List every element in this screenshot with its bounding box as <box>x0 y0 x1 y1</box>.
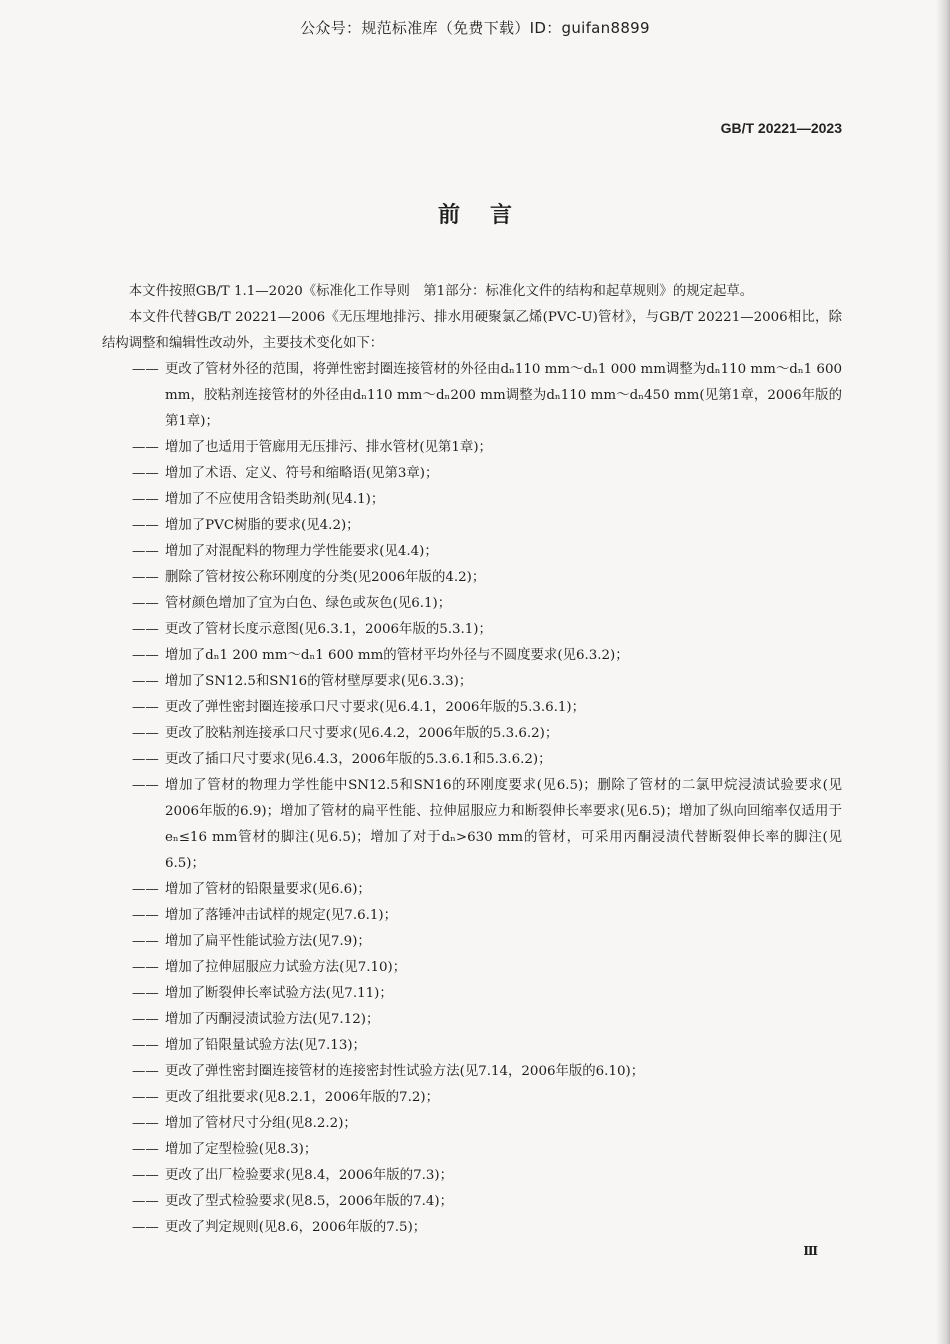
change-text: 更改了型式检验要求(见8.5，2006年版的7.4)； <box>165 1194 453 1209</box>
standard-code: GB/T 20221—2023 <box>720 120 842 136</box>
change-item <box>102 903 842 929</box>
replacement-paragraph: 本文件代替GB/T 20221—2006《无压埋地排污、排水用硬聚氯乙烯(PVC-U)管材》，与GB/T 20221—2006相比，除结构调整和编辑性改动外，主要技术变化如下： <box>102 310 842 351</box>
dash-marker: —— <box>132 1116 159 1131</box>
change-text: 更改了管材长度示意图(见6.3.1，2006年版的5.3.1)； <box>165 622 492 637</box>
dash-marker: —— <box>132 960 159 975</box>
change-item <box>102 1033 842 1059</box>
document-body <box>102 279 842 1241</box>
change-item <box>102 1215 842 1241</box>
watermark-text: 公众号：规范标准库（免费下载）ID：guifan8899 <box>300 19 650 37</box>
dash-marker: —— <box>132 674 159 689</box>
page-title: 前言 <box>437 203 542 228</box>
changes-list <box>102 357 842 1241</box>
change-item <box>102 981 842 1007</box>
change-text: 更改了判定规则(见8.6，2006年版的7.5)； <box>165 1220 427 1235</box>
change-text: 增加了术语、定义、符号和缩略语(见第3章)； <box>165 466 439 481</box>
change-item <box>102 513 842 539</box>
change-item <box>102 929 842 955</box>
dash-marker: —— <box>132 570 159 585</box>
change-text: 更改了弹性密封圈连接管材的连接密封性试验方法(见7.14，2006年版的6.10)； <box>165 1064 645 1079</box>
change-item <box>102 539 842 565</box>
change-text: 增加了也适用于管廊用无压排污、排水管材(见第1章)； <box>165 440 492 455</box>
dash-marker: —— <box>132 518 159 533</box>
dash-marker: —— <box>132 1090 159 1105</box>
page-number: Ⅲ <box>803 1244 818 1258</box>
dash-marker: —— <box>132 1012 159 1027</box>
dash-marker: —— <box>132 492 159 507</box>
change-text: 增加了铅限量试验方法(见7.13)； <box>165 1038 366 1053</box>
change-item <box>102 565 842 591</box>
change-text: 增加了拉伸屈服应力试验方法(见7.10)； <box>165 960 407 975</box>
change-item <box>102 1059 842 1085</box>
dash-marker: —— <box>132 622 159 637</box>
change-text: 增加了定型检验(见8.3)； <box>165 1142 318 1157</box>
change-text: 增加了落锤冲击试样的规定(见7.6.1)； <box>165 908 397 923</box>
dash-marker: —— <box>132 544 159 559</box>
change-item <box>102 695 842 721</box>
change-text: 更改了插口尺寸要求(见6.4.3，2006年版的5.3.6.1和5.3.6.2)； <box>165 752 552 767</box>
dash-marker: —— <box>132 882 159 897</box>
change-item <box>102 435 842 461</box>
change-item <box>102 1163 842 1189</box>
change-text: 增加了不应使用含铅类助剂(见4.1)； <box>165 492 385 507</box>
change-item <box>102 591 842 617</box>
change-text: 增加了扁平性能试验方法(见7.9)； <box>165 934 371 949</box>
change-text: 更改了弹性密封圈连接承口尺寸要求(见6.4.1，2006年版的5.3.6.1)； <box>165 700 586 715</box>
change-item <box>102 617 842 643</box>
change-text: 增加了dₙ1 200 mm～dₙ1 600 mm的管材平均外径与不圆度要求(见6.3.2)； <box>165 648 629 663</box>
dash-marker: —— <box>132 726 159 741</box>
change-text: 增加了管材的铅限量要求(见6.6)； <box>165 882 371 897</box>
dash-marker: —— <box>132 1194 159 1209</box>
change-item <box>102 461 842 487</box>
change-text: 增加了对混配料的物理力学性能要求(见4.4)； <box>165 544 438 559</box>
change-item <box>102 1137 842 1163</box>
change-item <box>102 669 842 695</box>
change-text: 更改了组批要求(见8.2.1，2006年版的7.2)； <box>165 1090 439 1105</box>
dash-marker: —— <box>132 648 159 663</box>
dash-marker: —— <box>132 778 159 793</box>
dash-marker: —— <box>132 1168 159 1183</box>
dash-marker: —— <box>132 908 159 923</box>
change-item <box>102 1085 842 1111</box>
dash-marker: —— <box>132 934 159 949</box>
change-item <box>102 357 842 435</box>
change-text: 增加了管材的物理力学性能中SN12.5和SN16的环刚度要求(见6.5)；删除了管材的二氯甲烷浸渍试验要求(见2006年版的6.9)；增加了管材的扁平性能、拉伸屈服应力和断裂伸长率要求(见6.5)；增加了纵向回缩率仅适用于eₙ≤16 mm管材的脚注(见6.5)；增加了对于dₙ>630 mm的管材，可采用丙酮浸渍代替断裂伸长率的脚注(见6.5)； <box>165 778 842 871</box>
change-item <box>102 955 842 981</box>
change-item <box>102 1111 842 1137</box>
change-text: 更改了管材外径的范围，将弹性密封圈连接管材的外径由dₙ110 mm～dₙ1 000 mm调整为dₙ110 mm～dₙ1 600 mm，胶粘剂连接管材的外径由dₙ110 mm～dₙ200 mm调整为dₙ110 mm～dₙ450 mm(见第1章，2006年版的第1章)； <box>165 362 842 429</box>
change-text: 更改了胶粘剂连接承口尺寸要求(见6.4.2，2006年版的5.3.6.2)； <box>165 726 559 741</box>
change-text: 更改了出厂检验要求(见8.4，2006年版的7.3)； <box>165 1168 453 1183</box>
change-text: 增加了SN12.5和SN16的管材壁厚要求(见6.3.3)； <box>165 674 473 689</box>
change-text: 增加了断裂伸长率试验方法(见7.11)； <box>165 986 393 1001</box>
dash-marker: —— <box>132 1220 159 1235</box>
dash-marker: —— <box>132 596 159 611</box>
dash-marker: —— <box>132 986 159 1001</box>
dash-marker: —— <box>132 1064 159 1079</box>
change-item <box>102 643 842 669</box>
change-item <box>102 1189 842 1215</box>
dash-marker: —— <box>132 1142 159 1157</box>
change-item <box>102 487 842 513</box>
change-text: 删除了管材按公称环刚度的分类(见2006年版的4.2)； <box>165 570 486 585</box>
change-text: 管材颜色增加了宜为白色、绿色或灰色(见6.1)； <box>165 596 452 611</box>
change-item <box>102 773 842 877</box>
dash-marker: —— <box>132 700 159 715</box>
change-item <box>102 721 842 747</box>
change-item <box>102 747 842 773</box>
dash-marker: —— <box>132 752 159 767</box>
dash-marker: —— <box>132 440 159 455</box>
dash-marker: —— <box>132 466 159 481</box>
change-text: 增加了管材尺寸分组(见8.2.2)； <box>165 1116 357 1131</box>
change-item <box>102 877 842 903</box>
intro-paragraph: 本文件按照GB/T 1.1—2020《标准化工作导则 第1部分：标准化文件的结构和起草规则》的规定起草。 <box>128 284 754 299</box>
dash-marker: —— <box>132 1038 159 1053</box>
change-text: 增加了PVC树脂的要求(见4.2)； <box>165 518 360 533</box>
dash-marker: —— <box>132 362 159 377</box>
change-text: 增加了丙酮浸渍试验方法(见7.12)； <box>165 1012 380 1027</box>
change-item <box>102 1007 842 1033</box>
